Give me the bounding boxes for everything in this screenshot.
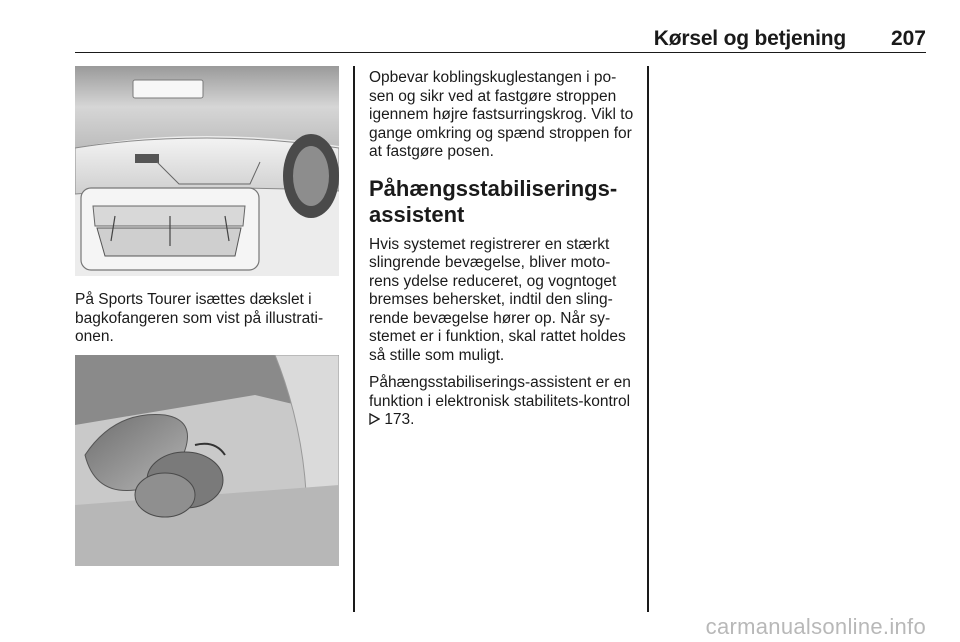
rear-bumper-drawing: [75, 66, 339, 276]
rear-bumper-illustration: [75, 66, 339, 276]
page-reference-icon: [369, 412, 380, 424]
page-number: 207: [890, 27, 926, 50]
page-header: [75, 26, 926, 53]
left-column-text: [75, 291, 345, 356]
esc-paragraph: [369, 374, 637, 430]
section-heading: Påhængsstabiliserings-assistent: [369, 175, 618, 227]
stability-paragraph: Hvis systemet registrerer en stærkt slingrende bevægelse, bliver moto-rens ydelse reduceret, og vogntoget bremses behersket, indtil den sling-rende bevægelse hører op. Når sy-stemet er i funktion, skal rattet holdes så stille som muligt.: [369, 235, 626, 364]
watermark: carmanualsonline.info: [705, 614, 926, 639]
cargo-bag-drawing: [75, 355, 339, 566]
figure-caption: På Sports Tourer isættes dækslet i bagkofangeren som vist på illustrati-onen.: [75, 291, 324, 345]
cargo-bag-illustration: [75, 355, 339, 566]
column-divider-right: [647, 66, 649, 612]
storage-paragraph: Opbevar koblingskuglestangen i po-sen og sikr ved at fastgøre stroppen igennem højre fastsurringskrog. Vikl to gange omkring og spænd stroppen for at fastgøre posen.: [369, 69, 634, 160]
esc-paragraph-text: Påhængsstabiliserings-assistent er en funktion i elektronisk stabilitets-kontrol: [369, 374, 631, 410]
right-column-text: [369, 69, 637, 439]
chapter-title: Kørsel og betjening: [653, 27, 846, 50]
column-divider-left: [353, 66, 355, 612]
page-reference[interactable]: 173.: [384, 411, 415, 428]
